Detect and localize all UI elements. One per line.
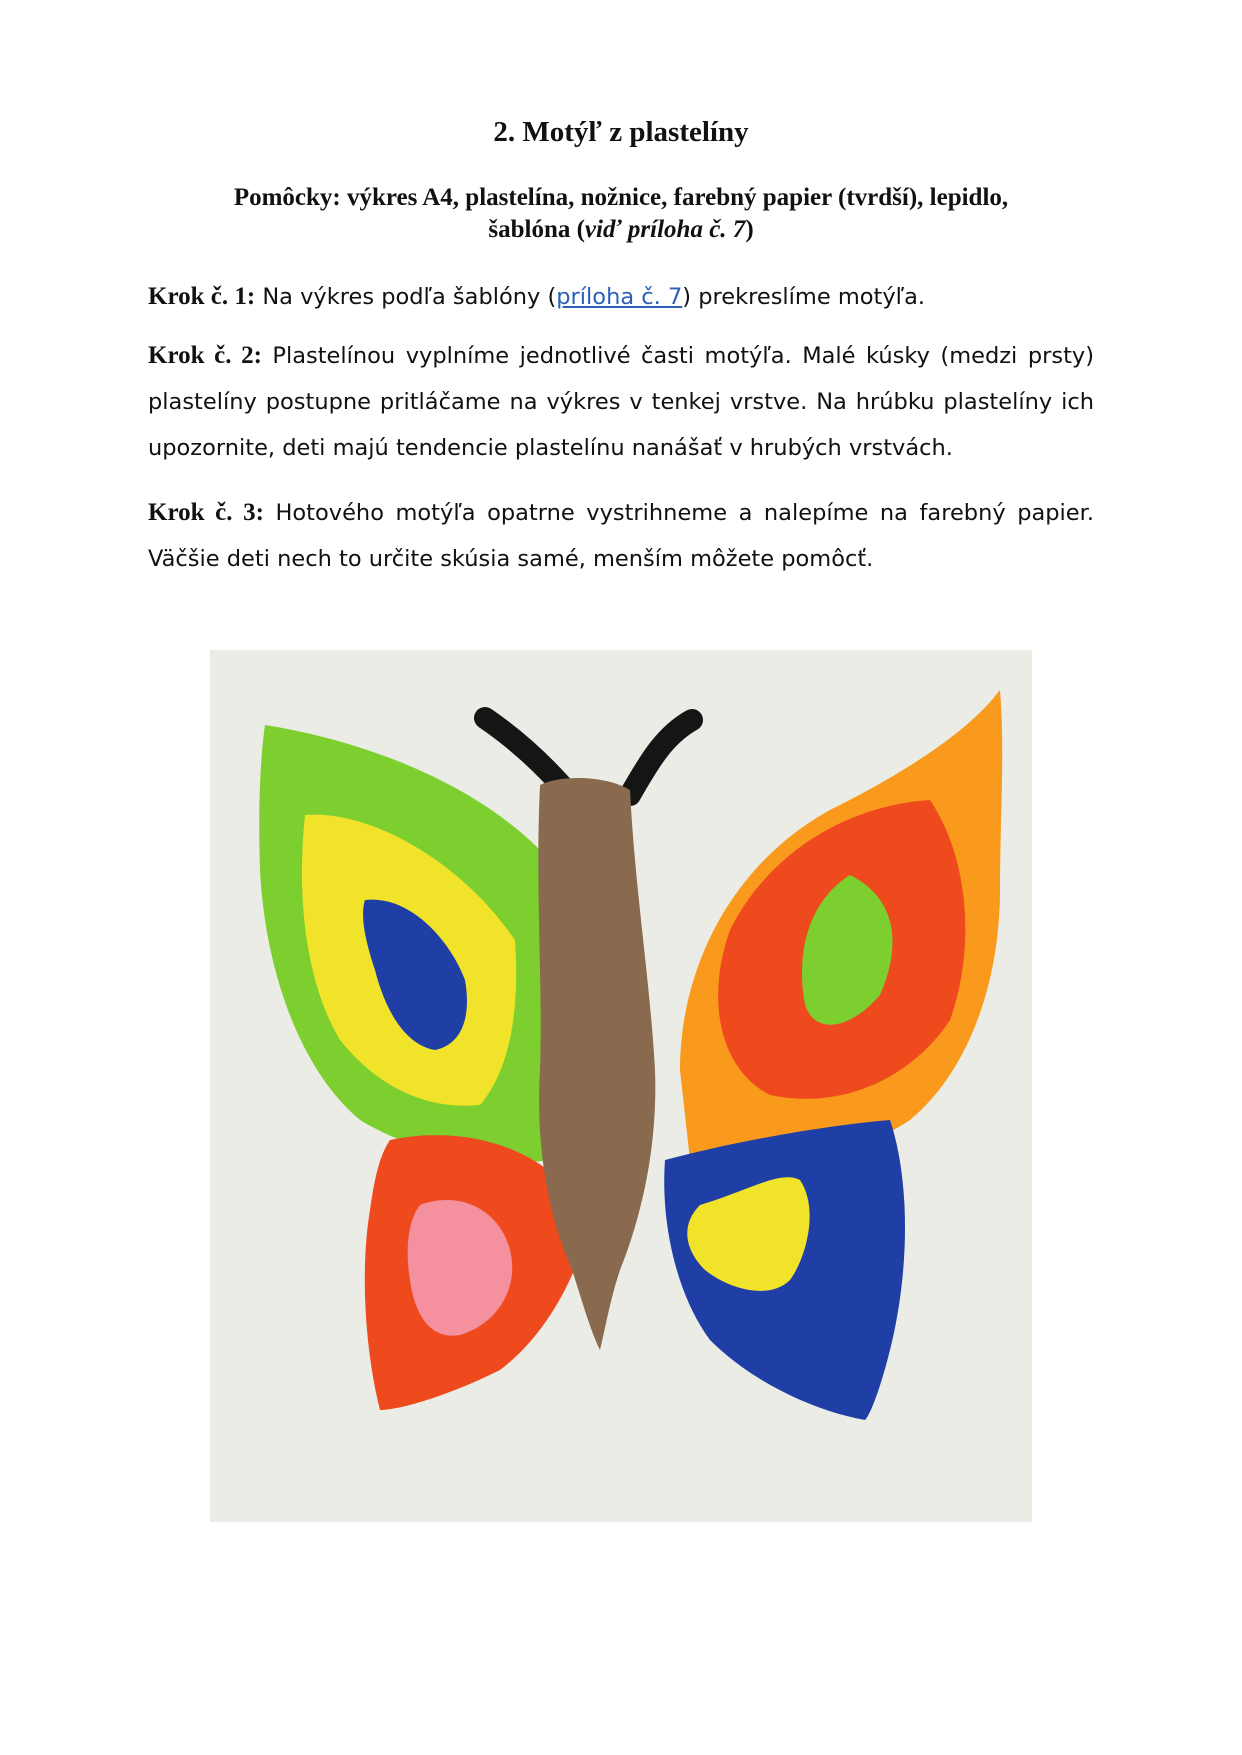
step-1-text-before: Na výkres podľa šablóny ( — [255, 284, 557, 310]
materials-template-ref: viď príloha č. 7 — [584, 216, 746, 243]
step-1-paragraph — [148, 274, 1094, 320]
step-1-label: Krok č. 1: — [148, 283, 256, 310]
step-1-text-after: ) prekreslíme motýľa. — [682, 284, 926, 310]
plasticine-butterfly-illustration — [210, 650, 1032, 1522]
template-appendix-link[interactable]: príloha č. 7 — [556, 284, 683, 310]
right-antenna — [630, 720, 692, 795]
step-3-paragraph — [148, 490, 1094, 582]
materials-heading — [150, 182, 1092, 246]
materials-line-1: Pomôcky: výkres A4, plastelína, nožnice, farebný papier (tvrdší), lepidlo, — [233, 184, 1009, 211]
page-title: 2. Motýľ z plastelíny — [493, 116, 749, 148]
step-2-text: Plastelínou vyplníme jednotlivé časti motýľa. Malé kúsky (medzi prsty) plastelíny postupne pritláčame na výkres v tenkej vrstve. Na hrúbku plastelíny ich upozornite, deti majú tendencie plastelínu nanášať v hrubých vrstvách. — [148, 343, 1094, 461]
step-2-label: Krok č. 2: — [148, 342, 262, 369]
materials-line-2a: šablóna ( — [488, 216, 585, 243]
step-3-text: Hotového motýľa opatrne vystrihneme a nalepíme na farebný papier. Väčšie deti nech to určite skúsia samé, menším môžete pomôcť. — [148, 500, 1094, 572]
materials-line-2b: ) — [745, 216, 754, 243]
step-2-paragraph — [148, 333, 1094, 471]
butterfly-photo — [210, 650, 1032, 1522]
step-3-label: Krok č. 3: — [148, 499, 264, 526]
